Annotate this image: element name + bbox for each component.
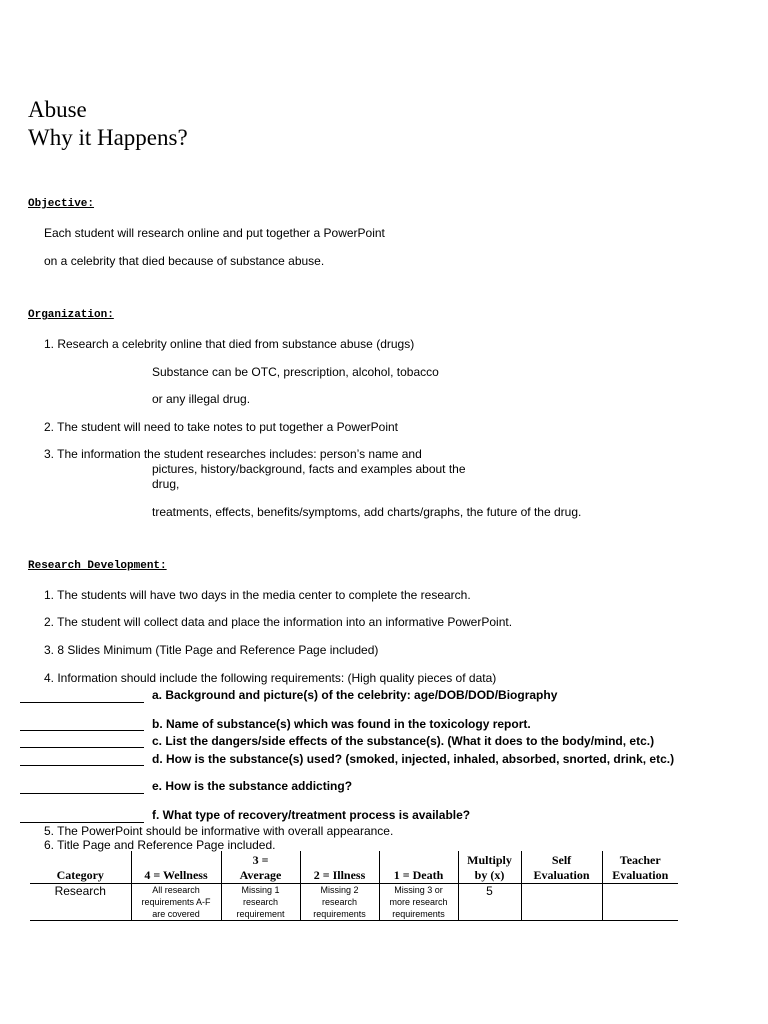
organization-item-3-line-4: treatments, effects, benefits/symptoms, add charts/graphs, the future of the drug. [152,505,582,519]
rubric-header-multiply: Multiply by (x) [458,851,521,884]
rubric-header-death: 1 = Death [379,851,458,884]
rubric-cell-average: Missing 1 research requirement [221,884,300,921]
organization-item-3-line-2: pictures, history/background, facts and examples about the [152,462,466,476]
blank-line-a[interactable] [20,702,144,703]
organization-item-1: 1. Research a celebrity online that died from substance abuse (drugs) [44,337,415,351]
requirement-f: f. What type of recovery/treatment process is available? [152,808,471,822]
rubric-header-category: Category [30,851,131,884]
title-line-2: Why it Happens? [28,125,188,150]
organization-item-1-sub-1: Substance can be OTC, prescription, alcohol, tobacco [152,365,439,379]
rubric-row-research [30,884,678,921]
rubric-cell-category: Research [30,884,131,921]
requirement-b: b. Name of substance(s) which was found in the toxicology report. [152,717,531,731]
research-item-6: 6. Title Page and Reference Page included. [44,838,276,852]
research-item-2: 2. The student will collect data and place the information into an informative PowerPoint. [44,615,513,629]
rubric-cell-self-evaluation[interactable] [521,884,602,921]
rubric-cell-multiply: 5 [458,884,521,921]
rubric-header-self-evaluation: Self Evaluation [521,851,602,884]
research-item-5: 5. The PowerPoint should be informative with overall appearance. [44,824,394,838]
rubric-header-teacher-evaluation: Teacher Evaluation [602,851,678,884]
research-item-3: 3. 8 Slides Minimum (Title Page and Reference Page included) [44,643,379,657]
rubric-header-illness: 2 = Illness [300,851,379,884]
organization-item-3: 3. The information the student researches includes: person’s name and [44,447,422,461]
title-line-1: Abuse [28,97,87,122]
organization-item-2: 2. The student will need to take notes to put together a PowerPoint [44,420,399,434]
requirement-c: c. List the dangers/side effects of the substance(s). (What it does to the body/mind, etc.) [152,734,655,748]
page-title [28,96,188,152]
rubric-cell-illness: Missing 2 research requirements [300,884,379,921]
blank-line-d[interactable] [20,765,144,766]
blank-line-b[interactable] [20,730,144,731]
objective-line-1: Each student will research online and put together a PowerPoint [44,226,385,240]
organization-item-1-sub-2: or any illegal drug. [152,392,251,406]
organization-heading: Organization: [28,309,114,321]
research-item-4: 4. Information should include the following requirements: (High quality pieces of data) [44,671,497,685]
requirement-d: d. How is the substance(s) used? (smoked, injected, inhaled, absorbed, snorted, drink, etc.) [152,752,675,766]
rubric-header-average: 3 = Average [221,851,300,884]
requirement-e: e. How is the substance addicting? [152,779,353,793]
blank-line-c[interactable] [20,747,144,748]
rubric-header-wellness: 4 = Wellness [131,851,221,884]
rubric-cell-teacher-evaluation[interactable] [602,884,678,921]
objective-line-2: on a celebrity that died because of substance abuse. [44,254,325,268]
blank-line-e[interactable] [20,793,144,794]
rubric-header-row [30,851,678,884]
rubric-cell-wellness: All research requirements A-F are covered [131,884,221,921]
objective-heading: Objective: [28,198,95,210]
rubric-table [30,851,678,921]
requirement-a: a. Background and picture(s) of the celebrity: age/DOB/DOD/Biography [152,688,558,702]
research-item-1: 1. The students will have two days in the media center to complete the research. [44,588,471,602]
organization-item-3-line-3: drug, [152,477,180,491]
rubric-cell-death: Missing 3 or more research requirements [379,884,458,921]
blank-line-f[interactable] [20,822,144,823]
research-heading: Research Development: [28,560,167,572]
